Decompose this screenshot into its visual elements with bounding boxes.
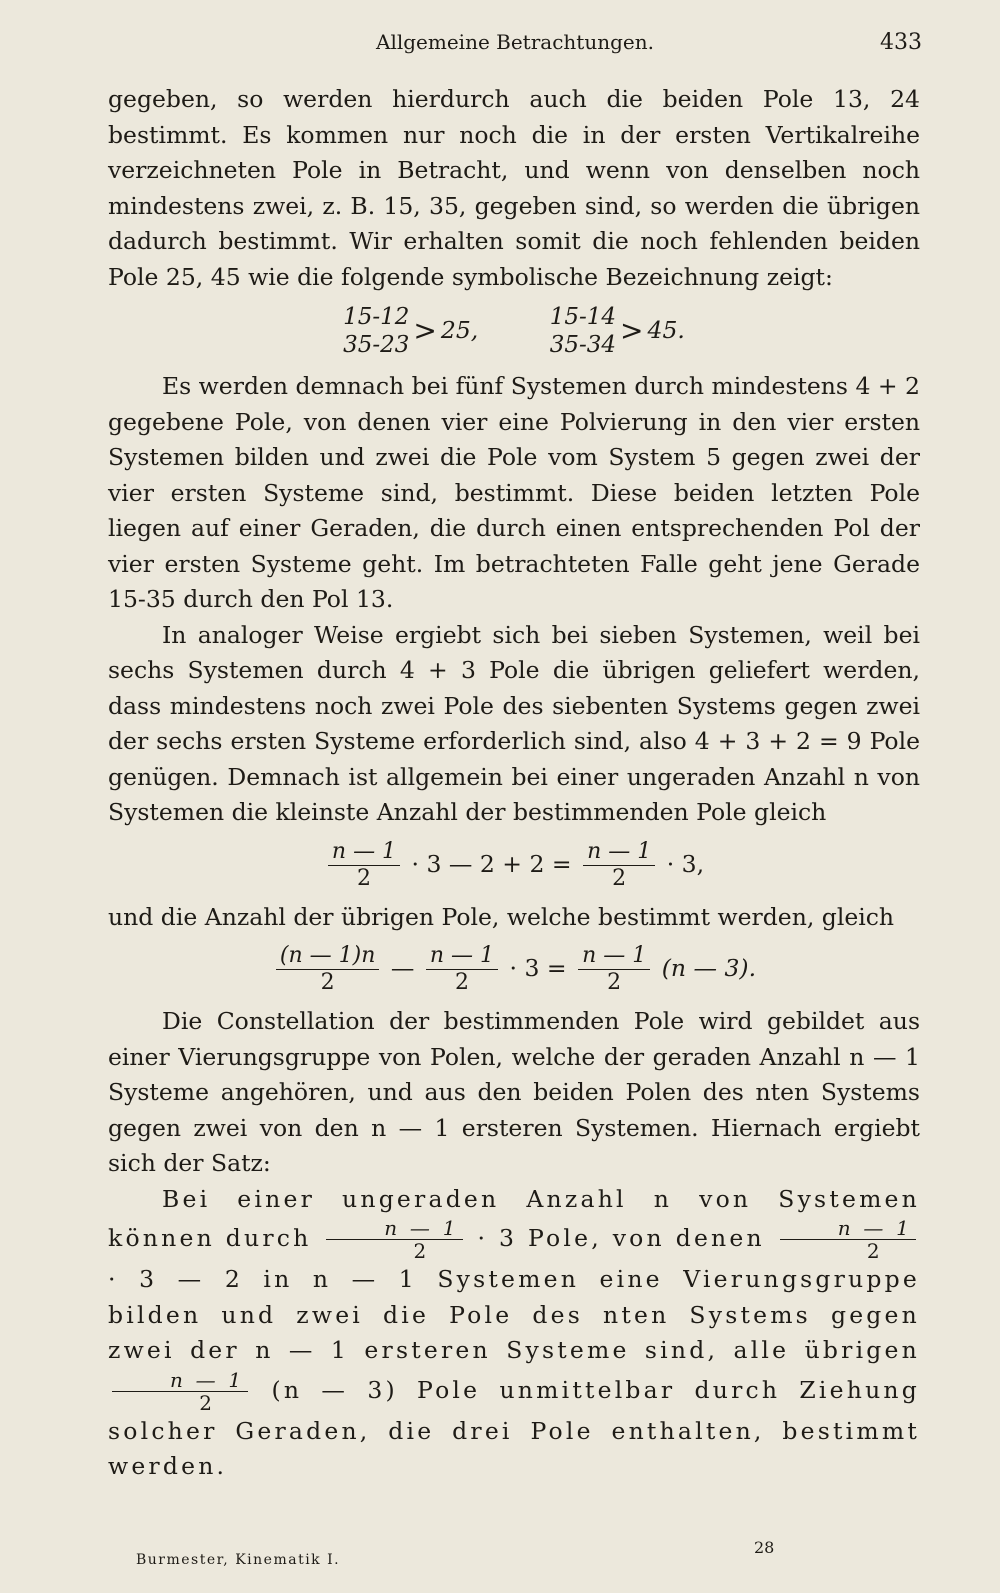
fraction: $\frac{(n — 1)n}{2}$ [276,943,380,996]
fraction: $\frac{n — 1}{2}$ [426,943,498,996]
formula-2 [108,935,920,1004]
symbol-2-top: 15-14 [549,304,617,330]
formula-2-end: (n — 3). [661,954,757,982]
fraction: $\frac{n — 1}{2}$ [328,839,400,892]
fraction: $\frac{n — 1}{2}$ [326,1217,462,1262]
theorem-statement: Bei einer ungeraden Anzahl n von Systemen können durch $\frac{n — 1}{2}$ · 3 Pole, von denen $\frac{n — 1}{2}$ · 3 — 2 in n — 1 Systemen eine Vierungsgruppe bilden und zwei die Pole des nten Systems gegen zwei der n — 1 ersteren Systeme sind, alle übrigen $\frac{n — 1}{2}$ (n — 3) Pole unmittelbar durch Ziehung solcher Geraden, die drei Pole enthalten, bestimmt werden. [108,1184,921,1480]
symbol-1-bottom: 35-23 [343,332,410,358]
symbol-group-1 [343,303,478,359]
symbol-1-result: 25, [440,316,479,345]
signature-mark: Burmester, Kinematik I. [136,1552,341,1568]
symbol-1-top: 15-12 [343,304,410,330]
formula-2-middle: · 3 = [509,954,567,982]
paragraph-4: und die Anzahl der übrigen Pole, welche bestimmt werden, gleich [108,902,895,931]
formula-1 [108,831,920,900]
symbol-2-bottom: 35-34 [549,332,617,358]
greater-than-sign: > [413,314,437,348]
running-header [108,30,922,66]
sheet-number: 28 [754,1538,775,1557]
formula-1-end: · 3, [666,849,705,878]
paragraph-1: gegeben, so werden hierdurch auch die beiden Pole 13, 24 bestimmt. Es kommen nur noch die in der ersten Vertikalreihe verzeichneten Pole in Betracht, und wenn von denselben noch mindestens zwei, z. B. 15, 35, gegeben sind, so werden die übrigen dadurch bestimmt. Wir erhalten somit die noch fehlenden beiden Pole 25, 45 wie die folgende symbolische Bezeichnung zeigt: [108,85,920,291]
symbolic-notation [108,295,920,369]
symbol-group-2 [550,303,685,359]
fraction: $\frac{n — 1}{2}$ [578,943,650,996]
page-number: 433 [880,30,922,55]
paragraph-3: In analoger Weise ergiebt sich bei sieben Systemen, weil bei sechs Systemen durch 4 + 3 Pole die übrigen geliefert werden, dass mindestens noch zwei Pole des siebenten Systems gegen zwei der sechs ersten Systeme erforderlich sind, also 4 + 3 + 2 = 9 Pole genügen. Demnach ist allgemein bei einer ungeraden Anzahl n von Systemen die kleinste Anzahl der bestimmenden Pole gleich [108,620,920,826]
fraction: $\frac{n — 1}{2}$ [780,1217,916,1262]
greater-than-sign: > [620,314,644,348]
body-text [108,82,920,1485]
fraction: $\frac{n — 1}{2}$ [112,1369,248,1414]
minus-sign: — [390,954,415,982]
paragraph-2: Es werden demnach bei fünf Systemen durch mindestens 4 + 2 gegebene Pole, von denen vier eine Polvierung in den vier ersten Systemen bilden und zwei die Pole vom System 5 gegen zwei der vier ersten Systeme sind, bestimmt. Diese beiden letzten Pole liegen auf einer Geraden, die durch einen entsprechenden Pol der vier ersten Systeme geht. Im betrachteten Falle geht jene Gerade 15-35 durch den Pol 13. [108,372,920,613]
paragraph-5: Die Constellation der bestimmenden Pole wird gebildet aus einer Vierungsgruppe von Polen, welche der geraden Anzahl n — 1 Systeme angehören, und aus den beiden Polen des nten Systems gegen zwei von den n — 1 ersteren Systemen. Hiernach ergiebt sich der Satz: [108,1007,920,1177]
formula-1-middle: · 3 — 2 + 2 = [411,849,572,878]
fraction: $\frac{n — 1}{2}$ [583,839,655,892]
running-title: Allgemeine Betrachtungen. [376,30,654,54]
symbol-2-result: 45. [647,316,685,345]
